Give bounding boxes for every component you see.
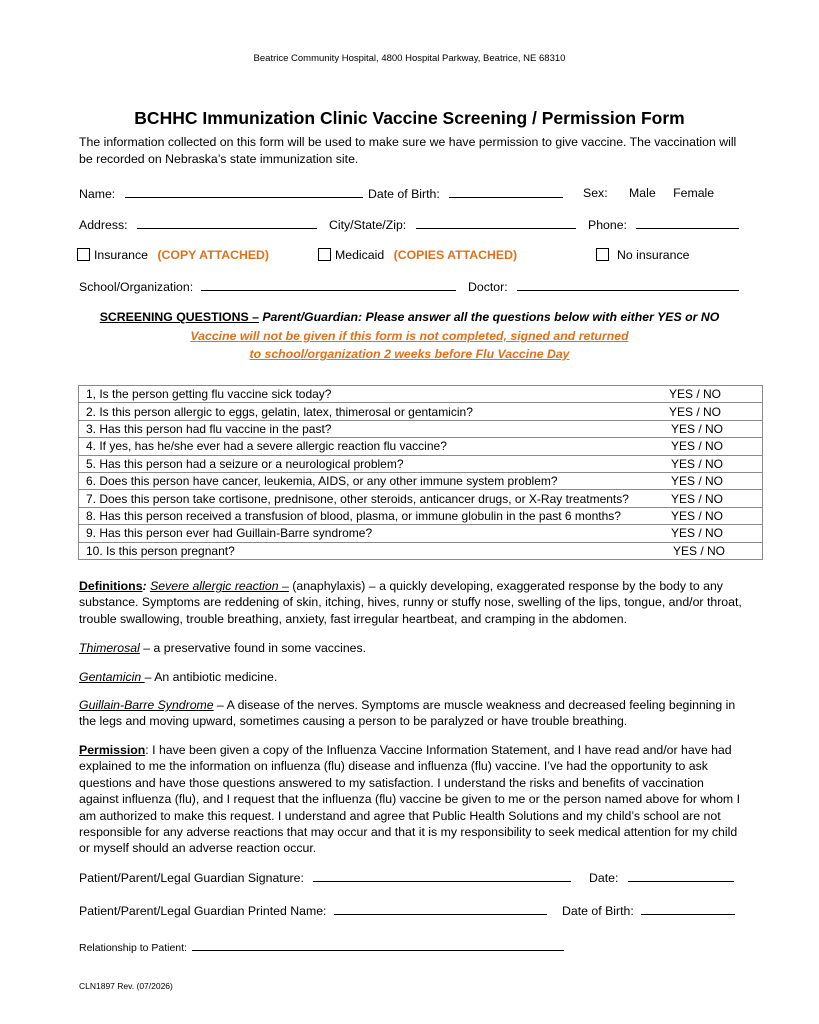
question-row	[79, 420, 763, 437]
printed-name-label: Patient/Parent/Legal Guardian Printed Name:	[79, 904, 327, 918]
question-row	[79, 542, 763, 559]
gbs-term: Guillain-Barre Syndrome	[79, 698, 214, 712]
question-text: 8. Has this person received a transfusion of blood, plasma, or immune globulin in the past 6 months?	[86, 508, 621, 523]
signature-date-blank[interactable]	[628, 870, 734, 882]
medicaid-note: (COPIES ATTACHED)	[393, 248, 518, 262]
signature-date-field[interactable]	[589, 870, 734, 885]
phone-label: Phone:	[588, 218, 627, 232]
question-row	[79, 472, 763, 489]
address-label: Address:	[79, 218, 128, 232]
signature-field[interactable]	[79, 870, 571, 885]
question-answer[interactable]: YES / NO	[671, 439, 724, 454]
gbs-text: – A disease of the nerves. Symptoms are muscle weakness and decreased feeling beginning in the legs and moving upward, sometimes causing a person to be paralyzed or have trouble breathing.	[79, 698, 736, 729]
guardian-dob-blank[interactable]	[641, 903, 735, 915]
permission-text: : I have been given a copy of the Influenza Vaccine Information Statement, and I have read and/or have had explained to me the information on influenza (flu) disease and influenza (flu) vaccine. I’ve had the opportunity to ask questions and have those questions answered to my satisfaction. I understand the risks and benefits of vaccination against influenza (flu), and I request that the influenza (flu) vaccine be given to me or the person named above for whom I am authorized to make this request. I understand and agree that Public Health Solutions and my child’s school are not responsible for any adverse reactions that may occur and that it is my responsibility to seek medical attention for my child or myself should an adverse reaction occur.	[79, 743, 740, 856]
question-text: 4. If yes, has he/she ever had a severe allergic reaction flu vaccine?	[86, 439, 447, 454]
question-row	[79, 386, 763, 403]
screening-heading	[0, 310, 819, 324]
signature-date-label: Date:	[589, 871, 619, 885]
definitions-label: Definitions	[79, 579, 143, 593]
phone-blank[interactable]	[636, 217, 739, 229]
question-answer[interactable]: YES / NO	[673, 543, 726, 558]
sex-label: Sex:	[583, 186, 608, 200]
thimerosal-text: – a preservative found in some vaccines.	[139, 641, 367, 655]
definition-thimerosal	[79, 640, 744, 656]
signature-blank[interactable]	[313, 870, 571, 882]
city-label: City/State/Zip:	[329, 218, 407, 232]
printed-name-field[interactable]	[79, 903, 547, 918]
definitions-colon: :	[142, 579, 147, 593]
address-blank[interactable]	[137, 217, 317, 229]
screening-title: SCREENING QUESTIONS –	[99, 310, 259, 324]
dob-field[interactable]	[368, 186, 563, 201]
no-insurance-checkbox[interactable]	[596, 248, 609, 261]
relationship-field[interactable]	[79, 941, 564, 954]
medicaid-option[interactable]	[318, 248, 517, 262]
thimerosal-term: Thimerosal	[79, 641, 140, 655]
form-revision-code: CLN1897 Rev. (07/2026)	[79, 981, 173, 991]
question-answer[interactable]: YES / NO	[671, 526, 724, 541]
sex-female-option[interactable]: Female	[673, 186, 715, 200]
question-text: 6. Does this person have cancer, leukemia, AIDS, or any other immune system problem?	[86, 474, 558, 489]
permission-statement	[79, 742, 744, 857]
screening-instructions: Parent/Guardian: Please answer all the questions below with either YES or NO	[262, 310, 720, 324]
city-field[interactable]	[329, 217, 576, 232]
medicaid-checkbox[interactable]	[318, 248, 331, 261]
question-text: 3. Has this person had flu vaccine in the past?	[86, 421, 332, 436]
gentamicin-text: – An antibiotic medicine.	[144, 670, 278, 684]
city-blank[interactable]	[416, 217, 576, 229]
form-title: BCHHC Immunization Clinic Vaccine Screening / Permission Form	[134, 108, 685, 128]
insurance-option[interactable]	[77, 248, 269, 262]
question-row	[79, 525, 763, 542]
question-row	[79, 507, 763, 524]
relationship-blank[interactable]	[192, 941, 564, 951]
guardian-dob-field[interactable]	[562, 903, 735, 918]
name-label: Name:	[79, 187, 116, 201]
school-field[interactable]	[79, 279, 456, 294]
question-row	[79, 455, 763, 472]
warning-line-2: to school/organization 2 weeks before Flu Vaccine Day	[249, 347, 570, 361]
relationship-label: Relationship to Patient:	[79, 942, 187, 954]
question-text: 2. Is this person allergic to eggs, gelatin, latex, thimerosal or gentamicin?	[86, 404, 473, 419]
question-row	[79, 490, 763, 507]
insurance-label: Insurance	[94, 248, 149, 262]
question-row	[79, 438, 763, 455]
question-text: 9. Has this person ever had Guillain-Barre syndrome?	[86, 526, 373, 541]
question-answer[interactable]: YES / NO	[671, 508, 724, 523]
hospital-address: Beatrice Community Hospital, 4800 Hospital Parkway, Beatrice, NE 68310	[253, 53, 566, 64]
question-answer[interactable]: YES / NO	[671, 456, 724, 471]
doctor-blank[interactable]	[517, 279, 739, 291]
allergic-text: (anaphylaxis) – a quickly developing, exaggerated response by the body to any substance. Symptoms are reddening of skin, itching, hives, runny or stuffy nose, swelling of the lips, tongue, and/or throat, trouble swallowing, trouble breathing, anxiety, fast irregular heartbeat, and cramping in the abdomen.	[79, 579, 742, 626]
no-insurance-option[interactable]	[596, 248, 689, 262]
printed-name-blank[interactable]	[334, 903, 547, 915]
question-text: 10. Is this person pregnant?	[86, 543, 235, 558]
definition-allergic-reaction	[79, 578, 744, 627]
question-answer[interactable]: YES / NO	[671, 491, 724, 506]
question-text: 7. Does this person take cortisone, prednisone, other steroids, anticancer drugs, or X-Ray treatments?	[86, 491, 629, 506]
phone-field[interactable]	[588, 217, 739, 232]
question-text: 5. Has this person had a seizure or a neurological problem?	[86, 456, 404, 471]
question-answer[interactable]: YES / NO	[671, 474, 724, 489]
doctor-field[interactable]	[468, 279, 739, 294]
medicaid-label: Medicaid	[335, 248, 385, 262]
definition-guillain-barre	[79, 697, 744, 730]
guardian-dob-label: Date of Birth:	[562, 904, 634, 918]
doctor-label: Doctor:	[468, 280, 508, 294]
question-answer[interactable]: YES / NO	[669, 404, 722, 419]
allergic-term: Severe allergic reaction –	[150, 579, 289, 593]
sex-field	[583, 186, 714, 200]
sex-male-option[interactable]: Male	[629, 186, 656, 200]
question-answer[interactable]: YES / NO	[671, 421, 724, 436]
school-label: School/Organization:	[79, 280, 194, 294]
name-field[interactable]	[79, 186, 363, 201]
gentamicin-term: Gentamicin	[79, 670, 145, 684]
address-field[interactable]	[79, 217, 317, 232]
question-answer[interactable]: YES / NO	[669, 387, 722, 402]
definition-gentamicin	[79, 669, 744, 685]
permission-label: Permission	[79, 743, 146, 757]
signature-label: Patient/Parent/Legal Guardian Signature:	[79, 871, 304, 885]
intro-text: The information collected on this form will be used to make sure we have permission to give vaccine. The vaccination will be recorded on Nebraska’s state immunization site.	[79, 135, 737, 166]
no-insurance-label: No insurance	[617, 248, 690, 262]
dob-blank[interactable]	[449, 186, 563, 198]
name-blank[interactable]	[125, 186, 363, 198]
dob-label: Date of Birth:	[368, 187, 440, 201]
screening-questions-table	[78, 385, 763, 560]
school-blank[interactable]	[201, 279, 456, 291]
warning-line-1: Vaccine will not be given if this form is not completed, signed and returned	[190, 329, 629, 343]
insurance-note: (COPY ATTACHED)	[157, 248, 270, 262]
question-text: 1, Is the person getting flu vaccine sick today?	[86, 387, 332, 402]
insurance-checkbox[interactable]	[77, 248, 90, 261]
question-row	[79, 403, 763, 420]
